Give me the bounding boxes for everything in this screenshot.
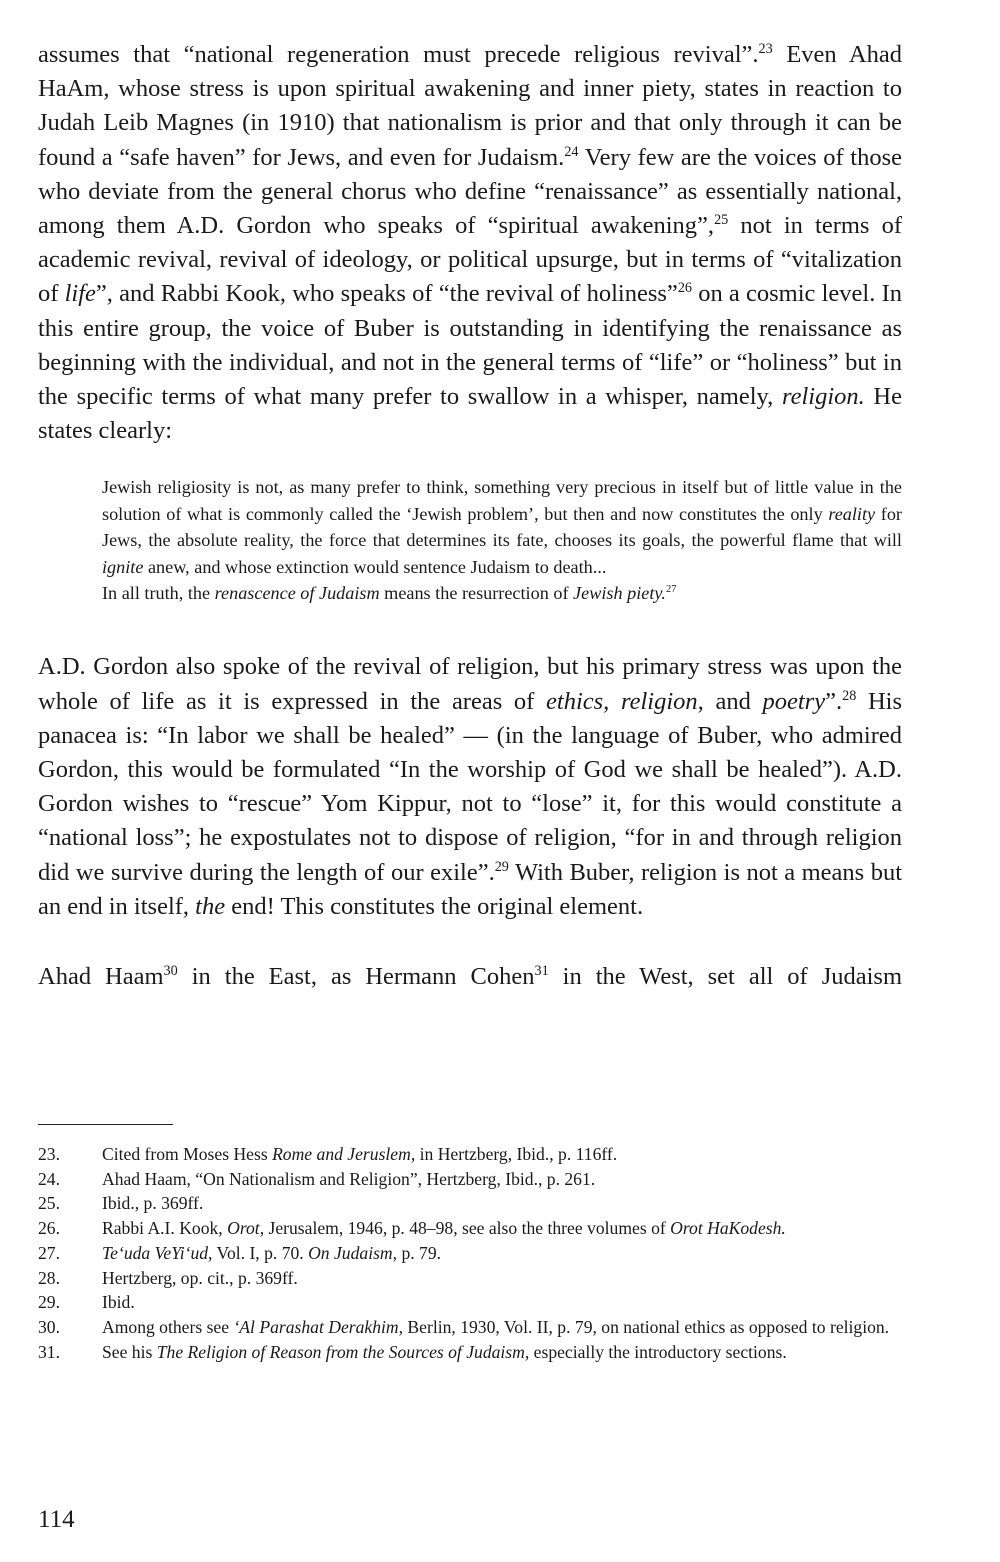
text-run: Ibid., p. 369ff. — [102, 1193, 204, 1214]
italic-run: reality — [828, 503, 876, 524]
text-run: and — [703, 687, 763, 715]
footnote-number: 27. — [38, 1242, 60, 1263]
footnote-number: 24. — [38, 1168, 60, 1189]
text-run: ”, and Rabbi Kook, who speaks of “the revival of holiness” — [95, 280, 678, 308]
footnote-number: 30. — [38, 1316, 60, 1337]
text-run: Ahad Haam — [38, 963, 164, 991]
text-run: Very few are the voices of those who deviate from the general chorus who define “renaissance” as essentially national, among them A.D. Gordon who speaks of “spiritual awakening”, — [38, 143, 902, 240]
italic-run: The Religion of Reason from the Sources of Judaism, — [156, 1341, 530, 1362]
text-run: on a cosmic level. In this entire group, the voice of Buber is outstanding in identifying the renaissance as beginning with the individual, and not in the general terms of “life” or “holiness” but in the specific terms of what many prefer to swallow in a whisper, namely, — [38, 280, 902, 411]
footnote-ref-29: 29 — [494, 858, 509, 875]
text-run: ”. — [825, 687, 843, 715]
text-run: end! This constitutes the original element. — [225, 892, 644, 920]
text-run: means the resurrection of — [379, 583, 574, 604]
footnote-number: 29. — [38, 1292, 60, 1313]
footnote-ref-23: 23 — [758, 40, 773, 57]
paragraph-2 — [38, 650, 902, 924]
text-run: Berlin, 1930, Vol. II, p. 79, on national ethics as opposed to religion. — [403, 1316, 890, 1337]
italic-run: ethics, religion, — [546, 687, 704, 715]
italic-run: renascence of Judaism — [214, 583, 380, 604]
footnote-27 — [38, 1241, 906, 1266]
text-run: Jerusalem, 1946, p. 48–98, see also the three volumes of — [264, 1218, 671, 1239]
footnote-number: 28. — [38, 1267, 60, 1288]
paragraph-3 — [38, 960, 902, 994]
footnotes — [38, 1142, 906, 1364]
italic-run: Rome and Jeruslem, — [272, 1144, 416, 1164]
page-number: 114 — [38, 1506, 75, 1533]
footnote-26 — [38, 1216, 906, 1241]
footnote-ref-28: 28 — [842, 687, 857, 704]
block-quote — [102, 474, 902, 606]
footnote-25 — [38, 1191, 906, 1216]
text-run: especially the introductory sections. — [529, 1341, 787, 1362]
text-run: assumes that “national regeneration must precede religious revival”. — [38, 41, 759, 68]
footnote-number: 26. — [38, 1218, 60, 1239]
footnote-number: 31. — [38, 1341, 60, 1362]
footnote-ref-27: 27 — [665, 584, 677, 595]
footnote-31 — [38, 1340, 906, 1365]
text-run: Rabbi A.I. Kook, — [102, 1218, 228, 1239]
italic-run: the — [195, 892, 226, 920]
text-run: Ahad Haam, “On Nationalism and Religion”, Hertzberg, Ibid., p. 261. — [102, 1168, 596, 1189]
text-run: See his — [102, 1341, 157, 1362]
text-run: Even Ahad HaAm, whose stress is upon spiritual awakening and inner piety, states in reaction to Judah Leib Magnes (in 1910) that nationalism is prior and that only through it can be found a “safe haven” for Jews, and even for Judaism. — [38, 41, 902, 171]
text-run: p. 79. — [397, 1242, 442, 1263]
italic-run: ‘Al Parashat Derakhim, — [233, 1316, 404, 1337]
footnote-23 — [38, 1142, 906, 1167]
italic-run: ignite — [102, 556, 144, 577]
italic-run: On Judaism, — [308, 1242, 398, 1263]
text-run: not in terms of academic revival, revival of ideology, or political upsurge, but in terms of “vitalization of — [38, 212, 902, 308]
quote-line — [102, 580, 902, 606]
italic-run: life — [64, 280, 96, 308]
footnote-number: 25. — [38, 1193, 60, 1214]
italic-run: Orot, — [227, 1218, 265, 1239]
footnote-24 — [38, 1167, 906, 1192]
text-run: Cited from Moses Hess — [102, 1144, 273, 1164]
text-run: Among others see — [102, 1316, 234, 1337]
text-run: He states clearly: — [38, 383, 902, 445]
text-run: Hertzberg, op. cit., p. 369ff. — [102, 1267, 298, 1288]
text-run: anew, and whose extinction would sentence Judaism to death... — [143, 556, 607, 577]
text-run: Vol. I, p. 70. — [212, 1242, 309, 1263]
italic-run: religion. — [781, 383, 865, 411]
footnote-ref-30: 30 — [163, 962, 178, 979]
footnote-ref-31: 31 — [534, 962, 549, 979]
footnote-ref-25: 25 — [714, 211, 729, 228]
page-body — [38, 38, 902, 994]
footnote-28 — [38, 1266, 906, 1291]
text-run: in the East, as Hermann Cohen — [177, 963, 535, 991]
text-run: With Buber, religion is not a means but an end in itself, — [38, 858, 902, 920]
text-run: Ibid. — [102, 1292, 135, 1313]
text-run: Jewish religiosity is not, as many prefer to think, something very precious in itself but of little value in the solution of what is commonly called the ‘Jewish problem’, but then and now constitutes the only — [102, 477, 902, 524]
footnote-ref-26: 26 — [677, 280, 693, 297]
text-run: in Hertzberg, Ibid., p. 116ff. — [415, 1144, 618, 1164]
italic-run: Jewish piety. — [573, 583, 666, 604]
text-run: A.D. Gordon also spoke of the revival of religion, but his primary stress was upon the whole of life as it is expressed in the areas of — [38, 653, 902, 715]
footnote-number: 23. — [38, 1144, 60, 1164]
text-run: In all truth, the — [102, 583, 215, 604]
footnote-divider — [38, 1124, 173, 1125]
italic-run: Te‘uda VeYi‘ud, — [102, 1242, 213, 1263]
paragraph-1 — [38, 38, 902, 448]
text-run: in the West, set all of Judaism — [548, 963, 902, 991]
footnote-29 — [38, 1290, 906, 1315]
footnote-30 — [38, 1315, 906, 1340]
text-run: for Jews, the absolute reality, the force that determines its fate, chooses its goals, the powerful flame that will — [102, 503, 902, 551]
text-run: His panacea is: “In labor we shall be healed” — (in the language of Buber, who admired Gordon, this would be formulated “In the worship of God we shall be healed”). A.D. Gordon wishes to “rescue” Yom Kippur, not to “lose” it, for this would constitute a “national loss”; he expostulates not to dispose of religion, “for in and through religion did we survive during the length of our exile”. — [38, 687, 903, 886]
footnote-ref-24: 24 — [564, 143, 579, 160]
italic-run: Orot HaKodesh. — [670, 1218, 786, 1239]
italic-run: poetry — [762, 687, 826, 715]
